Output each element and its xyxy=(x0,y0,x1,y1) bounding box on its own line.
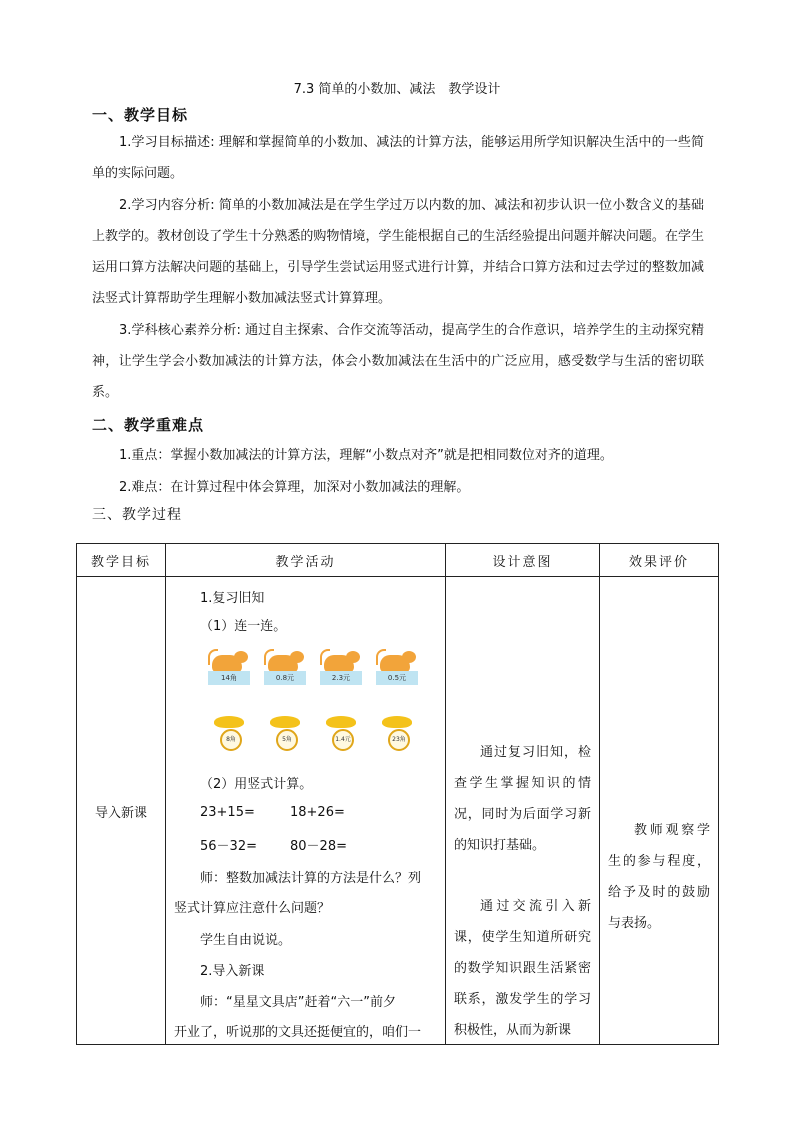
coin-bird-2 xyxy=(268,714,304,756)
goal-paragraph-2: 2.学习内容分析: 简单的小数加减法是在学生学过万以内数的加、减法和初步认识一位小数含义的基础上教学的。教材创设了学生十分熟悉的购物情境，学生能根据自己的生活经验提出问题并解决问题。在学生运用口算方法解决问题的基础上，引导学生尝试运用竖式进行计算，并结合口算方法和过去学过的整数加减法竖式计算帮助学生理解小数加减法竖式计算算理。 xyxy=(92,198,704,306)
section-heading-process: 三、教学过程 xyxy=(92,507,182,523)
coin-bird-3 xyxy=(324,714,360,756)
header-intent: 设计意图 xyxy=(446,544,600,577)
coin-bird-1 xyxy=(212,714,248,756)
header-activity: 教学活动 xyxy=(166,544,446,577)
calc-item: 56－32= xyxy=(200,839,257,854)
price-tag: 0.8元 xyxy=(264,671,306,685)
teacher-question-line2: 竖式计算应注意什么问题？ xyxy=(174,901,331,916)
calc-item: 23+15= xyxy=(200,805,255,820)
page-title: 7.3 简单的小数加、减法 教学设计 xyxy=(293,82,501,97)
key-point: 1.重点：掌握小数加减法的计算方法，理解“小数点对齐”就是把相同数位对齐的道理。 xyxy=(119,448,613,463)
cat-card-1 xyxy=(208,649,252,689)
calc-item: 18+26= xyxy=(290,805,345,820)
intent-cell xyxy=(446,577,600,1045)
intent-text-1: 通过复习旧知，检查学生掌握知识的情况，同时为后面学习新的知识打基础。 xyxy=(454,745,591,853)
cat-card-4 xyxy=(376,649,420,689)
cat-card-2 xyxy=(264,649,308,689)
evaluation-cell xyxy=(600,577,719,1045)
header-evaluation: 效果评价 xyxy=(600,544,719,577)
header-goal: 教学目标 xyxy=(77,544,166,577)
section-heading-goals: 一、教学目标 xyxy=(92,106,189,124)
coin-label: 8角 xyxy=(220,729,242,751)
coin-label: 1.4元 xyxy=(332,729,354,751)
section-heading-keypoints: 二、教学重难点 xyxy=(92,416,205,434)
coin-label: 5角 xyxy=(276,729,298,751)
price-tag: 0.5元 xyxy=(376,671,418,685)
calc-item: 80－28= xyxy=(290,839,347,854)
coin-bird-4 xyxy=(380,714,416,756)
activity-cell xyxy=(166,577,446,1045)
table-header-row xyxy=(77,544,719,577)
activity-connect: （1）连一连。 xyxy=(200,619,287,634)
goal-cell-text: 导入新课 xyxy=(94,806,147,821)
price-tag: 14角 xyxy=(208,671,250,685)
activity-vertical-calc: （2）用竖式计算。 xyxy=(200,777,313,792)
teacher-intro-line2: 开业了，听说那的文具还挺便宜的，咱们一 xyxy=(174,1025,422,1040)
process-table xyxy=(76,543,719,1045)
goal-paragraph-3: 3.学科核心素养分析: 通过自主探索、合作交流等活动，提高学生的合作意识，培养学生的主动探究精神，让学生学会小数加减法的计算方法，体会小数加减法在生活中的广泛应用，感受数学与生活的密切联系。 xyxy=(92,323,704,400)
evaluation-text: 教师观察学生的参与程度，给予及时的鼓励与表扬。 xyxy=(608,823,710,931)
table-row xyxy=(77,577,719,1045)
teacher-intro-line1: 师：“星星文具店”赶着“六一”前夕 xyxy=(200,995,396,1010)
activity-intro: 2.导入新课 xyxy=(200,964,265,979)
intent-text-2: 通过交流引入新课，使学生知道所研究的数学知识跟生活紧密联系，激发学生的学习积极性，从而为新课 xyxy=(454,899,591,1038)
goal-paragraph-1: 1.学习目标描述: 理解和掌握简单的小数加、减法的计算方法，能够运用所学知识解决生活中的一些简单的实际问题。 xyxy=(92,135,704,181)
difficult-point: 2.难点：在计算过程中体会算理，加深对小数加减法的理解。 xyxy=(119,480,470,495)
cat-card-3 xyxy=(320,649,364,689)
price-tag: 2.3元 xyxy=(320,671,362,685)
goal-cell xyxy=(77,577,166,1045)
coin-label: 23角 xyxy=(388,729,410,751)
teacher-question-line1: 师：整数加减法计算的方法是什么？列 xyxy=(200,871,422,886)
activity-review: 1.复习旧知 xyxy=(200,591,265,606)
student-discuss: 学生自由说说。 xyxy=(200,933,292,948)
